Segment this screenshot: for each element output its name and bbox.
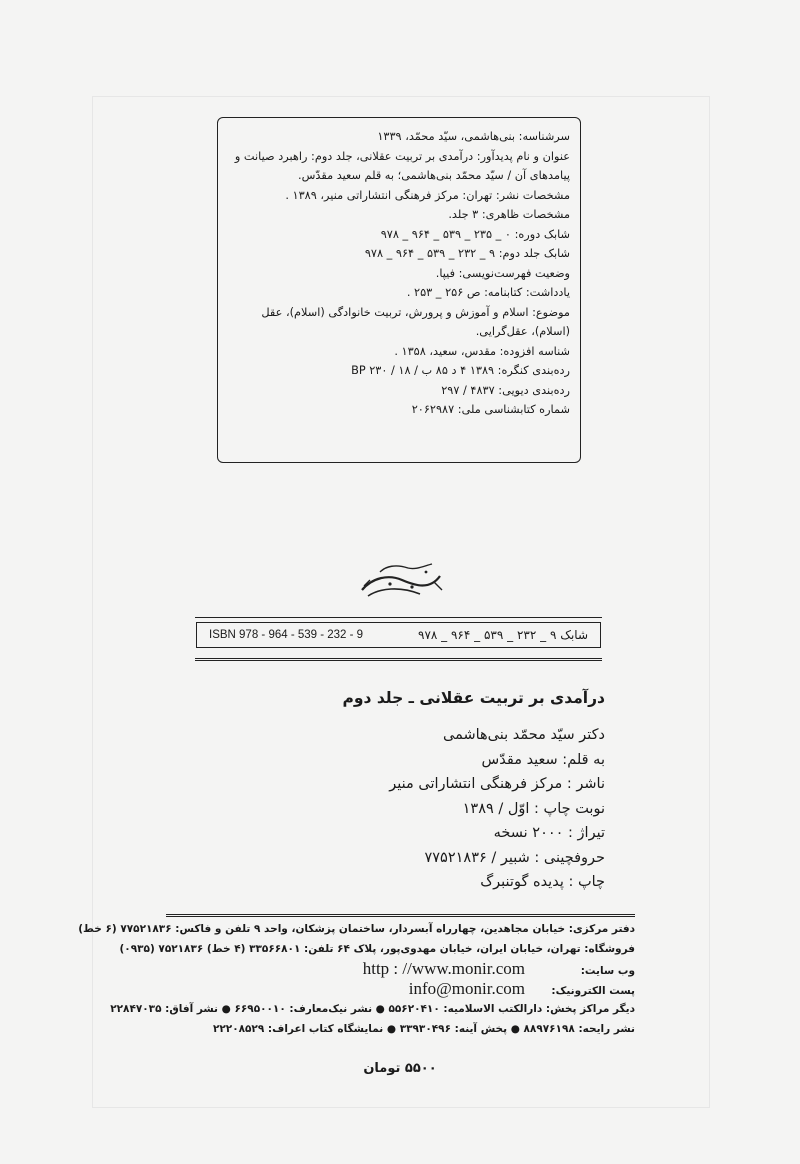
credit-line: به قلم: سعید مقدّس xyxy=(481,751,605,768)
credit-line: حروفچینی : شبیر / ۷۷۵۲۱۸۳۶ xyxy=(424,849,605,866)
cip-line: وضعیت فهرست‌نویسی: فیپا. xyxy=(435,266,570,280)
book-title: درآمدی بر تربیت عقلانی ـ جلد دوم xyxy=(342,689,605,707)
credit-line: دکتر سیّد محمّد بنی‌هاشمی xyxy=(443,727,605,743)
email-link[interactable]: info@monir.com xyxy=(408,979,525,998)
distribution-line: دیگر مراکز پخش: دارالکتب الاسلامیه: ۵۵۶۲۰۴۱۰ ● نشر نیک‌معارف: ۶۶۹۵۰۰۱۰ ● نشر آفاق: ۲۲۸۴۷۰۳۵ xyxy=(110,1003,635,1015)
isbn-latin: ISBN 978 - 964 - 539 - 232 - 9 xyxy=(209,629,364,641)
cip-line: موضوع: اسلام و آموزش و پرورش، تربیت خانوادگی (اسلام)، عقل xyxy=(261,305,570,319)
contacts-section xyxy=(78,914,635,1039)
cip-line: شابک جلد دوم: ۹ _ ۲۳۲ _ ۵۳۹ _ ۹۶۴ _ ۹۷۸ xyxy=(364,247,570,260)
website-row xyxy=(166,959,635,979)
isbn-persian: شابک ۹ _ ۲۳۲ _ ۵۳۹ _ ۹۶۴ _ ۹۷۸ xyxy=(418,628,588,642)
cip-line: شماره کتابشناسی ملی: ۲۰۶۲۹۸۷ xyxy=(411,403,570,416)
cip-line: عنوان و نام پدیدآور: درآمدی بر تربیت عقلانی، جلد دوم: راهبرد صیانت و xyxy=(234,149,570,163)
price-label: ۵۵۰۰ تومان xyxy=(363,1061,437,1076)
cip-line: (اسلام)، عقل‌گرایی. xyxy=(475,325,570,338)
credits-list xyxy=(389,723,605,895)
credit-line: تیراژ : ۲۰۰۰ نسخه xyxy=(493,825,605,841)
cip-record-box xyxy=(217,117,581,463)
divider xyxy=(166,914,635,917)
central-office-line: دفتر مرکزی: خیابان مجاهدین، چهارراه آبسردار، ساختمان پزشکان، واحد ۹ تلفن و فاکس: ۷۷۵۲۱۸۳۶ (۶ خط) xyxy=(78,923,635,935)
cip-line: یادداشت: کتابنامه: ص ۲۵۶ _ ۲۵۳ . xyxy=(406,286,570,299)
website-link[interactable]: http : //www.monir.com xyxy=(362,959,525,978)
isbn-bar xyxy=(195,617,602,661)
website-label: وب سایت: xyxy=(580,965,635,977)
credit-line: چاپ : پدیده گوتنبرگ xyxy=(480,874,605,890)
cip-line: شناسه افزوده: مقدس، سعید، ۱۳۵۸ . xyxy=(394,344,570,358)
cip-line: مشخصات نشر: تهران: مرکز فرهنگی انتشاراتی منیر، ۱۳۸۹ . xyxy=(285,188,570,202)
credit-line: ناشر : مرکز فرهنگی انتشاراتی منیر xyxy=(389,776,605,792)
cip-line: شابک دوره: ۰ _ ۲۳۵ _ ۵۳۹ _ ۹۶۴ _ ۹۷۸ xyxy=(380,227,570,241)
cip-line: رده‌بندی دیویی: ۴۸۳۷ / ۲۹۷ xyxy=(441,383,570,397)
cip-line: پیامدهای آن / سیّد محمّد بنی‌هاشمی؛ به قلم سعید مقدّس. xyxy=(298,169,570,182)
cip-line: رده‌بندی کنگره: ۱۳۸۹ ۴ د ۸۵ ب / ۱۸ / BP ۲۳۰ xyxy=(351,364,570,377)
credit-line: نوبت چاپ : اوّل / ۱۳۸۹ xyxy=(462,800,605,817)
email-label: پست الکترونیک: xyxy=(551,985,635,997)
isbn-box xyxy=(196,622,601,648)
cip-line: سرشناسه: بنی‌هاشمی، سیّد محمّد، ۱۳۳۹ xyxy=(377,130,570,143)
distribution-line: نشر رایحه: ۸۸۹۷۶۱۹۸ ● پخش آینه: ۳۳۹۳۰۴۹۶ ● نمایشگاه کتاب اعراف: ۲۲۲۰۸۵۲۹ xyxy=(212,1023,635,1035)
email-row xyxy=(166,979,635,999)
cip-line: مشخصات ظاهری: ۳ جلد. xyxy=(448,208,570,221)
publisher-logo-icon xyxy=(350,560,450,602)
store-line: فروشگاه: تهران، خیابان ایران، خیابان مهدوی‌پور، پلاک ۶۴ تلفن: ۳۳۵۶۶۸۰۱ (۴ خط) ۷۵۲۱۸۳۶ (۰۹۳۵) xyxy=(119,943,635,955)
